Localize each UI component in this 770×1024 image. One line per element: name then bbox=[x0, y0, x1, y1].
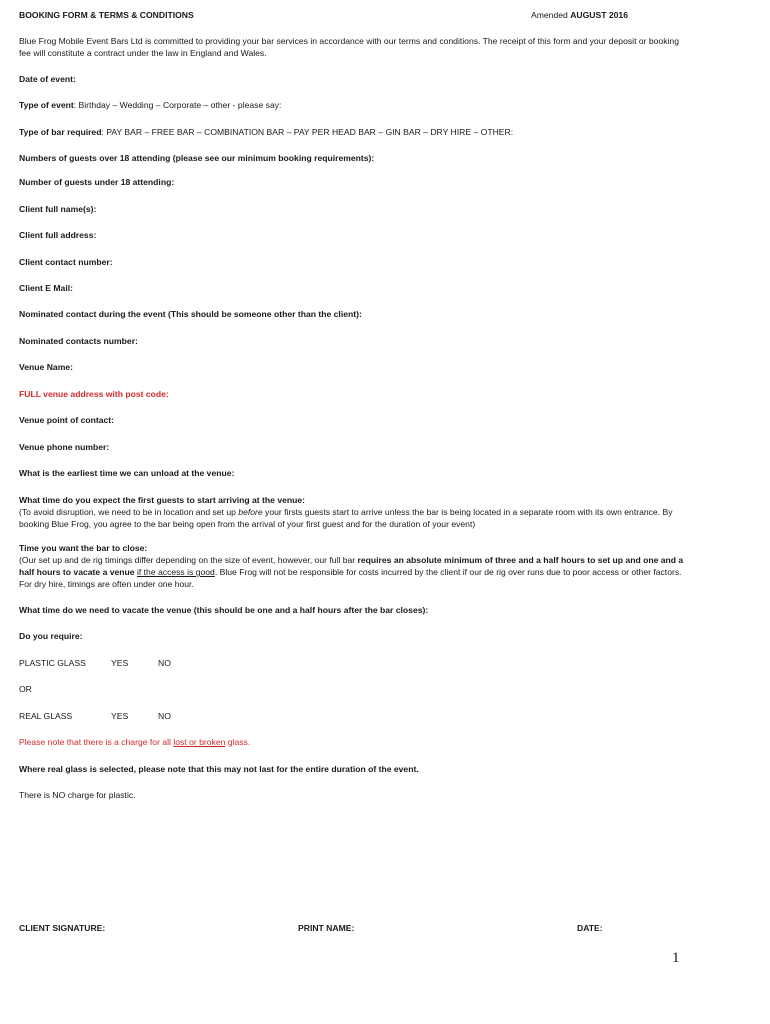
or-label: OR bbox=[19, 684, 32, 694]
type-of-event-line bbox=[19, 99, 730, 111]
require-label: Do you require: bbox=[19, 631, 83, 641]
client-address-label: Client full address: bbox=[19, 230, 97, 240]
guests-under-18-label: Number of guests under 18 attending: bbox=[19, 177, 175, 187]
page-number: 1 bbox=[672, 950, 680, 966]
type-of-event-label: Type of event bbox=[19, 100, 74, 110]
venue-point-of-contact-label: Venue point of contact: bbox=[19, 415, 115, 425]
bar-close-label: Time you want the bar to close: bbox=[19, 543, 148, 553]
type-of-bar-label: Type of bar required bbox=[19, 127, 102, 137]
amended-note bbox=[531, 9, 628, 21]
earliest-unload-label: What is the earliest time we can unload at the venue: bbox=[19, 468, 235, 478]
amended-date: AUGUST 2016 bbox=[570, 10, 628, 20]
bar-close-note-text: (Our set up and de rig timings differ depending on the size of event, however, our full bar bbox=[19, 555, 358, 565]
bar-close-note bbox=[19, 554, 684, 590]
venue-phone-label: Venue phone number: bbox=[19, 442, 110, 452]
amended-prefix: Amended bbox=[531, 10, 568, 20]
plastic-glass-label: PLASTIC GLASS bbox=[19, 658, 86, 668]
document-title: BOOKING FORM & TERMS & CONDITIONS bbox=[19, 10, 194, 20]
glass-charge-note-text: Please note that there is a charge for all bbox=[19, 737, 174, 747]
plastic-note: There is NO charge for plastic. bbox=[19, 790, 136, 800]
plastic-glass-yes[interactable]: YES bbox=[111, 658, 129, 668]
real-glass-no[interactable]: NO bbox=[158, 711, 171, 721]
date-label: DATE: bbox=[577, 923, 603, 933]
client-name-label: Client full name(s): bbox=[19, 204, 97, 214]
intro-paragraph: Blue Frog Mobile Event Bars Ltd is committed to providing your bar services in accordance with our terms and conditions. The receipt of this form and your deposit or booking fee will constitute a contract under the law in England and Wales. bbox=[19, 36, 679, 58]
print-name-label: PRINT NAME: bbox=[298, 923, 355, 933]
real-glass-yes[interactable]: YES bbox=[111, 711, 129, 721]
glass-charge-note-underlined: lost or broken bbox=[173, 737, 226, 747]
nominated-number-label: Nominated contacts number: bbox=[19, 336, 138, 346]
first-guests-note bbox=[19, 506, 684, 530]
bar-close-note-underlined: if the access is good bbox=[136, 567, 215, 577]
real-glass-note: Where real glass is selected, please note that this may not last for the entire duration of the event. bbox=[19, 764, 419, 774]
first-guests-note-text: (To avoid disruption, we need to be in location and set up bbox=[19, 507, 239, 517]
first-guests-label: What time do you expect the first guests to start arriving at the venue: bbox=[19, 495, 306, 505]
glass-charge-note bbox=[19, 736, 730, 748]
venue-full-address-label: FULL venue address with post code: bbox=[19, 389, 169, 399]
guests-over-18-label: Numbers of guests over 18 attending (please see our minimum booking requirements): bbox=[19, 153, 375, 163]
first-guests-note-text-2: your firsts guests start to arrive unless the bar is being located in a separate room with its own entrance. By booking Blue Frog, you agree to the bar being open from the arrival of your first guest and for the duration of your event) bbox=[19, 507, 673, 529]
type-of-event-options: : Birthday – Wedding – Corporate – other - please say: bbox=[73, 100, 282, 110]
first-guests-note-emphasis: before bbox=[238, 507, 263, 517]
plastic-glass-no[interactable]: NO bbox=[158, 658, 171, 668]
client-email-label: Client E Mail: bbox=[19, 283, 73, 293]
type-of-bar-options: : PAY BAR – FREE BAR – COMBINATION BAR – PAY PER HEAD BAR – GIN BAR – DRY HIRE – OTHER: bbox=[101, 127, 514, 137]
venue-name-label: Venue Name: bbox=[19, 362, 73, 372]
client-contact-label: Client contact number: bbox=[19, 257, 113, 267]
real-glass-label: REAL GLASS bbox=[19, 711, 73, 721]
type-of-bar-line bbox=[19, 126, 730, 138]
nominated-contact-label: Nominated contact during the event (This should be someone other than the client): bbox=[19, 309, 362, 319]
client-signature-label: CLIENT SIGNATURE: bbox=[19, 923, 106, 933]
bar-close-note-text-2: . Blue Frog will not be responsible for costs incurred by the client if our de rig over runs due to poor access or other factors. For dry hire, timings are often under one hour. bbox=[19, 567, 682, 589]
vacate-label: What time do we need to vacate the venue (this should be one and a half hours after the bar closes): bbox=[19, 605, 429, 615]
date-of-event-label: Date of event: bbox=[19, 74, 76, 84]
bar-close-note-bold: requires an absolute minimum of three and a half hours to set up and one and a half hours to vacate a venue bbox=[19, 555, 684, 577]
glass-charge-note-text-2: glass. bbox=[225, 737, 251, 747]
